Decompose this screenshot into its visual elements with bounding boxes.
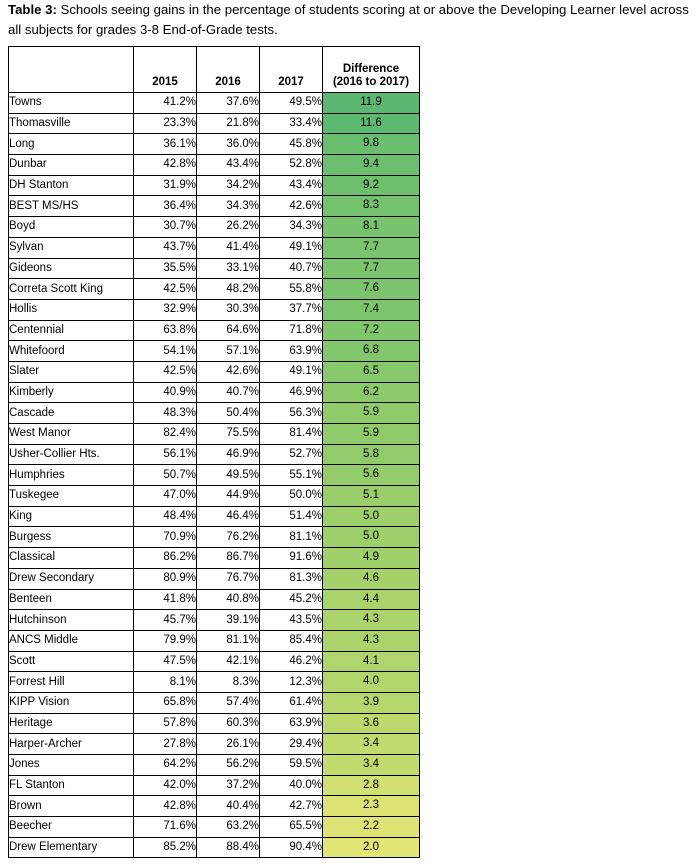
value-2015-cell: 71.6% bbox=[134, 817, 197, 838]
school-name-cell: Scott bbox=[9, 651, 134, 672]
school-name-cell: West Manor bbox=[9, 424, 134, 445]
value-2016-cell: 43.4% bbox=[197, 155, 260, 176]
difference-cell: 9.4 bbox=[323, 155, 420, 176]
table-row bbox=[9, 155, 420, 176]
value-2015-cell: 42.8% bbox=[134, 155, 197, 176]
school-name-cell: Classical bbox=[9, 548, 134, 569]
difference-cell: 6.8 bbox=[323, 341, 420, 362]
table-row bbox=[9, 734, 420, 755]
value-2017-cell: 71.8% bbox=[260, 320, 323, 341]
value-2016-cell: 56.2% bbox=[197, 755, 260, 776]
school-name-cell: KIPP Vision bbox=[9, 692, 134, 713]
difference-cell: 5.6 bbox=[323, 465, 420, 486]
value-2016-cell: 33.1% bbox=[197, 258, 260, 279]
table-row bbox=[9, 196, 420, 217]
value-2015-cell: 56.1% bbox=[134, 444, 197, 465]
value-2017-cell: 65.5% bbox=[260, 817, 323, 838]
school-name-cell: DH Stanton bbox=[9, 175, 134, 196]
school-name-cell: Dunbar bbox=[9, 155, 134, 176]
table-row bbox=[9, 713, 420, 734]
value-2017-cell: 37.7% bbox=[260, 299, 323, 320]
value-2017-cell: 50.0% bbox=[260, 486, 323, 507]
value-2017-cell: 61.4% bbox=[260, 692, 323, 713]
value-2015-cell: 79.9% bbox=[134, 630, 197, 651]
difference-cell: 5.9 bbox=[323, 424, 420, 445]
difference-cell: 3.4 bbox=[323, 734, 420, 755]
school-name-cell: Drew Secondary bbox=[9, 568, 134, 589]
table-row bbox=[9, 589, 420, 610]
value-2016-cell: 48.2% bbox=[197, 279, 260, 300]
table-row bbox=[9, 93, 420, 114]
difference-cell: 6.5 bbox=[323, 361, 420, 382]
value-2015-cell: 40.9% bbox=[134, 382, 197, 403]
value-2017-cell: 63.9% bbox=[260, 341, 323, 362]
value-2016-cell: 37.6% bbox=[197, 93, 260, 114]
value-2017-cell: 91.6% bbox=[260, 548, 323, 569]
difference-cell: 4.3 bbox=[323, 610, 420, 631]
header-2016: 2016 bbox=[197, 47, 260, 93]
school-name-cell: Sylvan bbox=[9, 237, 134, 258]
table-row bbox=[9, 610, 420, 631]
value-2017-cell: 40.7% bbox=[260, 258, 323, 279]
value-2016-cell: 60.3% bbox=[197, 713, 260, 734]
table-row bbox=[9, 568, 420, 589]
value-2015-cell: 42.5% bbox=[134, 361, 197, 382]
value-2015-cell: 27.8% bbox=[134, 734, 197, 755]
value-2017-cell: 42.7% bbox=[260, 796, 323, 817]
table-row bbox=[9, 548, 420, 569]
value-2017-cell: 85.4% bbox=[260, 630, 323, 651]
table-row bbox=[9, 361, 420, 382]
value-2015-cell: 32.9% bbox=[134, 299, 197, 320]
difference-cell: 4.0 bbox=[323, 672, 420, 693]
table-body bbox=[9, 93, 420, 858]
school-name-cell: Centennial bbox=[9, 320, 134, 341]
difference-cell: 2.2 bbox=[323, 817, 420, 838]
value-2015-cell: 36.4% bbox=[134, 196, 197, 217]
value-2015-cell: 47.0% bbox=[134, 486, 197, 507]
value-2016-cell: 46.9% bbox=[197, 444, 260, 465]
value-2017-cell: 59.5% bbox=[260, 755, 323, 776]
difference-cell: 3.4 bbox=[323, 755, 420, 776]
value-2016-cell: 42.6% bbox=[197, 361, 260, 382]
value-2015-cell: 35.5% bbox=[134, 258, 197, 279]
value-2015-cell: 42.0% bbox=[134, 775, 197, 796]
difference-cell: 4.4 bbox=[323, 589, 420, 610]
value-2017-cell: 81.1% bbox=[260, 527, 323, 548]
value-2015-cell: 23.3% bbox=[134, 113, 197, 134]
difference-cell: 4.1 bbox=[323, 651, 420, 672]
value-2017-cell: 81.3% bbox=[260, 568, 323, 589]
table-row bbox=[9, 444, 420, 465]
value-2016-cell: 34.3% bbox=[197, 196, 260, 217]
value-2015-cell: 63.8% bbox=[134, 320, 197, 341]
difference-cell: 7.7 bbox=[323, 258, 420, 279]
value-2016-cell: 75.5% bbox=[197, 424, 260, 445]
table-row bbox=[9, 630, 420, 651]
school-name-cell: King bbox=[9, 506, 134, 527]
school-name-cell: Beecher bbox=[9, 817, 134, 838]
table-row bbox=[9, 692, 420, 713]
value-2015-cell: 80.9% bbox=[134, 568, 197, 589]
table-row bbox=[9, 237, 420, 258]
school-name-cell: Usher-Collier Hts. bbox=[9, 444, 134, 465]
header-difference-title: Difference bbox=[342, 63, 400, 75]
value-2016-cell: 50.4% bbox=[197, 403, 260, 424]
value-2017-cell: 12.3% bbox=[260, 672, 323, 693]
table-row bbox=[9, 113, 420, 134]
value-2016-cell: 46.4% bbox=[197, 506, 260, 527]
difference-cell: 7.6 bbox=[323, 279, 420, 300]
value-2015-cell: 43.7% bbox=[134, 237, 197, 258]
difference-cell: 8.3 bbox=[323, 196, 420, 217]
value-2015-cell: 48.4% bbox=[134, 506, 197, 527]
value-2015-cell: 85.2% bbox=[134, 837, 197, 858]
value-2016-cell: 40.8% bbox=[197, 589, 260, 610]
value-2015-cell: 45.7% bbox=[134, 610, 197, 631]
value-2017-cell: 63.9% bbox=[260, 713, 323, 734]
value-2015-cell: 30.7% bbox=[134, 217, 197, 238]
table-row bbox=[9, 403, 420, 424]
table-row bbox=[9, 279, 420, 300]
difference-cell: 11.6 bbox=[323, 113, 420, 134]
table-row bbox=[9, 382, 420, 403]
value-2017-cell: 55.8% bbox=[260, 279, 323, 300]
table-row bbox=[9, 175, 420, 196]
table-row bbox=[9, 341, 420, 362]
table-row bbox=[9, 320, 420, 341]
difference-cell: 8.1 bbox=[323, 217, 420, 238]
value-2016-cell: 86.7% bbox=[197, 548, 260, 569]
value-2015-cell: 50.7% bbox=[134, 465, 197, 486]
value-2017-cell: 34.3% bbox=[260, 217, 323, 238]
table-row bbox=[9, 424, 420, 445]
school-name-cell: Brown bbox=[9, 796, 134, 817]
difference-cell: 3.6 bbox=[323, 713, 420, 734]
value-2015-cell: 36.1% bbox=[134, 134, 197, 155]
school-name-cell: Gideons bbox=[9, 258, 134, 279]
header-difference bbox=[323, 47, 420, 93]
value-2017-cell: 90.4% bbox=[260, 837, 323, 858]
header-2017: 2017 bbox=[260, 47, 323, 93]
value-2016-cell: 34.2% bbox=[197, 175, 260, 196]
difference-cell: 9.8 bbox=[323, 134, 420, 155]
school-name-cell: ANCS Middle bbox=[9, 630, 134, 651]
value-2016-cell: 41.4% bbox=[197, 237, 260, 258]
school-name-cell: Benteen bbox=[9, 589, 134, 610]
school-name-cell: Towns bbox=[9, 93, 134, 114]
value-2016-cell: 21.8% bbox=[197, 113, 260, 134]
value-2015-cell: 31.9% bbox=[134, 175, 197, 196]
value-2016-cell: 49.5% bbox=[197, 465, 260, 486]
school-name-cell: Slater bbox=[9, 361, 134, 382]
school-name-cell: Harper-Archer bbox=[9, 734, 134, 755]
school-name-cell: Cascade bbox=[9, 403, 134, 424]
value-2016-cell: 26.1% bbox=[197, 734, 260, 755]
value-2016-cell: 57.1% bbox=[197, 341, 260, 362]
value-2016-cell: 36.0% bbox=[197, 134, 260, 155]
table-row bbox=[9, 817, 420, 838]
value-2015-cell: 42.8% bbox=[134, 796, 197, 817]
table-caption bbox=[8, 0, 698, 40]
table-row bbox=[9, 258, 420, 279]
value-2015-cell: 57.8% bbox=[134, 713, 197, 734]
school-name-cell: Kimberly bbox=[9, 382, 134, 403]
value-2016-cell: 26.2% bbox=[197, 217, 260, 238]
value-2015-cell: 86.2% bbox=[134, 548, 197, 569]
schools-gains-table bbox=[8, 46, 420, 858]
school-name-cell: Humphries bbox=[9, 465, 134, 486]
school-name-cell: Long bbox=[9, 134, 134, 155]
value-2016-cell: 42.1% bbox=[197, 651, 260, 672]
table-row bbox=[9, 651, 420, 672]
value-2015-cell: 65.8% bbox=[134, 692, 197, 713]
school-name-cell: Boyd bbox=[9, 217, 134, 238]
table-row bbox=[9, 299, 420, 320]
header-row bbox=[9, 47, 420, 93]
difference-cell: 2.3 bbox=[323, 796, 420, 817]
value-2017-cell: 46.9% bbox=[260, 382, 323, 403]
difference-cell: 6.2 bbox=[323, 382, 420, 403]
value-2017-cell: 55.1% bbox=[260, 465, 323, 486]
table-row bbox=[9, 506, 420, 527]
value-2016-cell: 81.1% bbox=[197, 630, 260, 651]
value-2017-cell: 81.4% bbox=[260, 424, 323, 445]
table-row bbox=[9, 465, 420, 486]
difference-cell: 4.3 bbox=[323, 630, 420, 651]
school-name-cell: Forrest Hill bbox=[9, 672, 134, 693]
school-name-cell: Correta Scott King bbox=[9, 279, 134, 300]
caption-label: Table 3: bbox=[8, 2, 57, 17]
value-2015-cell: 64.2% bbox=[134, 755, 197, 776]
value-2017-cell: 45.2% bbox=[260, 589, 323, 610]
school-name-cell: Hollis bbox=[9, 299, 134, 320]
value-2016-cell: 44.9% bbox=[197, 486, 260, 507]
table-row bbox=[9, 134, 420, 155]
school-name-cell: BEST MS/HS bbox=[9, 196, 134, 217]
value-2017-cell: 46.2% bbox=[260, 651, 323, 672]
value-2016-cell: 40.4% bbox=[197, 796, 260, 817]
value-2016-cell: 39.1% bbox=[197, 610, 260, 631]
school-name-cell: Tuskegee bbox=[9, 486, 134, 507]
difference-cell: 3.9 bbox=[323, 692, 420, 713]
school-name-cell: Whitefoord bbox=[9, 341, 134, 362]
difference-cell: 2.0 bbox=[323, 837, 420, 858]
value-2016-cell: 37.2% bbox=[197, 775, 260, 796]
table-row bbox=[9, 755, 420, 776]
table-row bbox=[9, 486, 420, 507]
value-2017-cell: 51.4% bbox=[260, 506, 323, 527]
value-2015-cell: 54.1% bbox=[134, 341, 197, 362]
school-name-cell: Hutchinson bbox=[9, 610, 134, 631]
value-2017-cell: 29.4% bbox=[260, 734, 323, 755]
value-2015-cell: 42.5% bbox=[134, 279, 197, 300]
value-2017-cell: 40.0% bbox=[260, 775, 323, 796]
value-2017-cell: 43.4% bbox=[260, 175, 323, 196]
value-2016-cell: 88.4% bbox=[197, 837, 260, 858]
difference-cell: 5.9 bbox=[323, 403, 420, 424]
header-school bbox=[9, 47, 134, 93]
value-2017-cell: 49.1% bbox=[260, 237, 323, 258]
value-2015-cell: 8.1% bbox=[134, 672, 197, 693]
school-name-cell: FL Stanton bbox=[9, 775, 134, 796]
value-2015-cell: 82.4% bbox=[134, 424, 197, 445]
value-2017-cell: 56.3% bbox=[260, 403, 323, 424]
school-name-cell: Drew Elementary bbox=[9, 837, 134, 858]
value-2017-cell: 49.5% bbox=[260, 93, 323, 114]
table-row bbox=[9, 527, 420, 548]
value-2016-cell: 63.2% bbox=[197, 817, 260, 838]
value-2016-cell: 30.3% bbox=[197, 299, 260, 320]
value-2017-cell: 45.8% bbox=[260, 134, 323, 155]
table-row bbox=[9, 672, 420, 693]
value-2016-cell: 8.3% bbox=[197, 672, 260, 693]
table-row bbox=[9, 796, 420, 817]
value-2017-cell: 42.6% bbox=[260, 196, 323, 217]
difference-cell: 7.7 bbox=[323, 237, 420, 258]
school-name-cell: Jones bbox=[9, 755, 134, 776]
difference-cell: 11.9 bbox=[323, 93, 420, 114]
difference-cell: 4.6 bbox=[323, 568, 420, 589]
difference-cell: 7.4 bbox=[323, 299, 420, 320]
value-2016-cell: 64.6% bbox=[197, 320, 260, 341]
caption-text: Schools seeing gains in the percentage of students scoring at or above the Developing Learner level across all subjects for grades 3-8 End-of-Grade tests. bbox=[8, 2, 689, 37]
school-name-cell: Thomasville bbox=[9, 113, 134, 134]
value-2015-cell: 41.8% bbox=[134, 589, 197, 610]
value-2015-cell: 41.2% bbox=[134, 93, 197, 114]
school-name-cell: Heritage bbox=[9, 713, 134, 734]
value-2016-cell: 40.7% bbox=[197, 382, 260, 403]
value-2015-cell: 48.3% bbox=[134, 403, 197, 424]
table-row bbox=[9, 217, 420, 238]
value-2016-cell: 57.4% bbox=[197, 692, 260, 713]
value-2016-cell: 76.2% bbox=[197, 527, 260, 548]
difference-cell: 4.9 bbox=[323, 548, 420, 569]
difference-cell: 9.2 bbox=[323, 175, 420, 196]
value-2017-cell: 43.5% bbox=[260, 610, 323, 631]
difference-cell: 2.8 bbox=[323, 775, 420, 796]
header-difference-sub: (2016 to 2017) bbox=[332, 76, 410, 88]
header-2015: 2015 bbox=[134, 47, 197, 93]
value-2015-cell: 70.9% bbox=[134, 527, 197, 548]
difference-cell: 5.0 bbox=[323, 506, 420, 527]
value-2015-cell: 47.5% bbox=[134, 651, 197, 672]
value-2016-cell: 76.7% bbox=[197, 568, 260, 589]
value-2017-cell: 49.1% bbox=[260, 361, 323, 382]
table-row bbox=[9, 837, 420, 858]
value-2017-cell: 52.7% bbox=[260, 444, 323, 465]
school-name-cell: Burgess bbox=[9, 527, 134, 548]
table-row bbox=[9, 775, 420, 796]
difference-cell: 7.2 bbox=[323, 320, 420, 341]
value-2017-cell: 52.8% bbox=[260, 155, 323, 176]
difference-cell: 5.0 bbox=[323, 527, 420, 548]
difference-cell: 5.8 bbox=[323, 444, 420, 465]
difference-cell: 5.1 bbox=[323, 486, 420, 507]
value-2017-cell: 33.4% bbox=[260, 113, 323, 134]
